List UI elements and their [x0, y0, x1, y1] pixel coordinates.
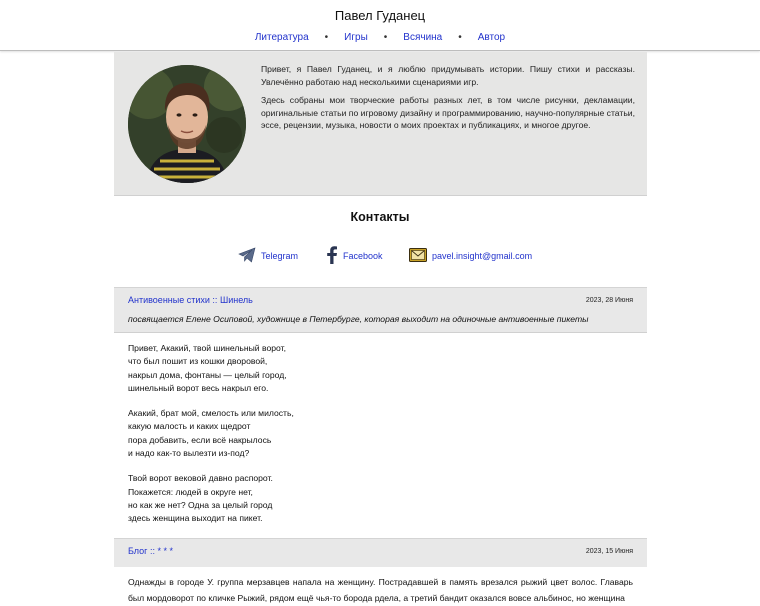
contact-label: pavel.insight@gmail.com [432, 251, 533, 261]
contacts-heading: Контакты [350, 210, 410, 224]
post-header [114, 287, 647, 333]
poem-line: здесь женщина выходит на пикет. [128, 513, 263, 524]
post-title-link[interactable]: Шинель [219, 295, 253, 305]
intro-paragraph: Привет, я Павел Гуданец, и я люблю придумывать истории. Пишу стихи и рассказы. Увлечённо работаю над несколькими сценариями игр. [261, 64, 635, 87]
poem-stanza [128, 407, 428, 460]
contacts-list [0, 247, 760, 265]
post-header [114, 538, 647, 567]
post-category-link[interactable]: Блог [128, 546, 148, 556]
contact-telegram[interactable] [238, 247, 298, 265]
nav-separator: • [324, 32, 329, 43]
site-title[interactable]: Павел Гуданец [334, 8, 426, 23]
poem-line: Покажется: людей в округе нет, [128, 486, 253, 497]
nav-separator: • [458, 32, 462, 43]
post-date: 2023, 28 Июня [585, 297, 633, 304]
poem-line: и надо как-то вылезти из-под? [128, 448, 250, 459]
post-title-line [128, 546, 173, 556]
nav-literature[interactable]: Литература [254, 32, 309, 43]
site-header [0, 0, 760, 51]
poem-stanza [128, 342, 428, 395]
contact-email[interactable] [409, 247, 532, 265]
poem-line: шинельный ворот весь накрыл его. [128, 382, 269, 393]
poem-line: пора добавить, если всё накрылось [128, 434, 272, 445]
post-title-line [128, 295, 253, 305]
telegram-icon [238, 247, 256, 265]
contact-label: Facebook [343, 251, 383, 261]
poem-line: Акакий, брат мой, смелость или милость, [128, 408, 294, 419]
poem-line: Твой ворот вековой давно распорот. [128, 473, 273, 484]
nav-misc[interactable]: Всячина [403, 32, 443, 43]
contact-label: Telegram [261, 251, 299, 261]
nav-author[interactable]: Автор [477, 32, 506, 43]
post-body-text: Однажды в городе У. группа мерзавцев напала на женщину. Пострадавшей в память врезался рыжий цвет волос. Главарь был мордоворот по кличке Рыжий, рядом ещё чья-то борода рдела, а третий бандит оказался вовсе альбинос, но женщина [128, 577, 633, 603]
post-date: 2023, 15 Июня [585, 548, 633, 555]
post-title-separator: :: [212, 295, 218, 305]
poem-line: но как же нет? Одна за целый город [128, 499, 273, 510]
post-title-link[interactable]: * * * [157, 546, 174, 556]
intro-section [114, 52, 647, 196]
intro-text [261, 63, 635, 138]
poem-stanza [128, 472, 428, 525]
poem-line: накрыл дома, фонтаны — целый город, [128, 369, 287, 380]
nav-separator: • [383, 32, 388, 43]
post-category-link[interactable]: Антивоенные стихи [128, 295, 210, 305]
post-dedication: посвящается Елене Осиповой, художнице в Петербурге, которая выходит на одиночные антивоенные пикеты [128, 314, 589, 324]
nav-games[interactable]: Игры [344, 32, 368, 43]
poem [128, 342, 428, 538]
intro-paragraph: Здесь собраны мои творческие работы разных лет, в том числе рисунки, декламации, оригинальные статьи по игровому дизайну и программированию, научно-популярные статьи, эссе, рецензии, музыка, новости о моих проектах и публикациях, и многое другое. [261, 95, 635, 130]
facebook-icon [326, 246, 338, 266]
main-nav [0, 32, 760, 43]
poem-line: какую малость и каких щедрот [128, 421, 251, 432]
email-icon [409, 248, 427, 264]
contact-facebook[interactable] [326, 247, 383, 265]
author-photo [128, 65, 246, 183]
poem-line: Привет, Акакий, твой шинельный ворот, [128, 343, 286, 353]
author-avatar [128, 65, 246, 183]
poem-line: что был пошит из кошки дворовой, [128, 356, 268, 367]
post-title-separator: :: [149, 546, 155, 556]
